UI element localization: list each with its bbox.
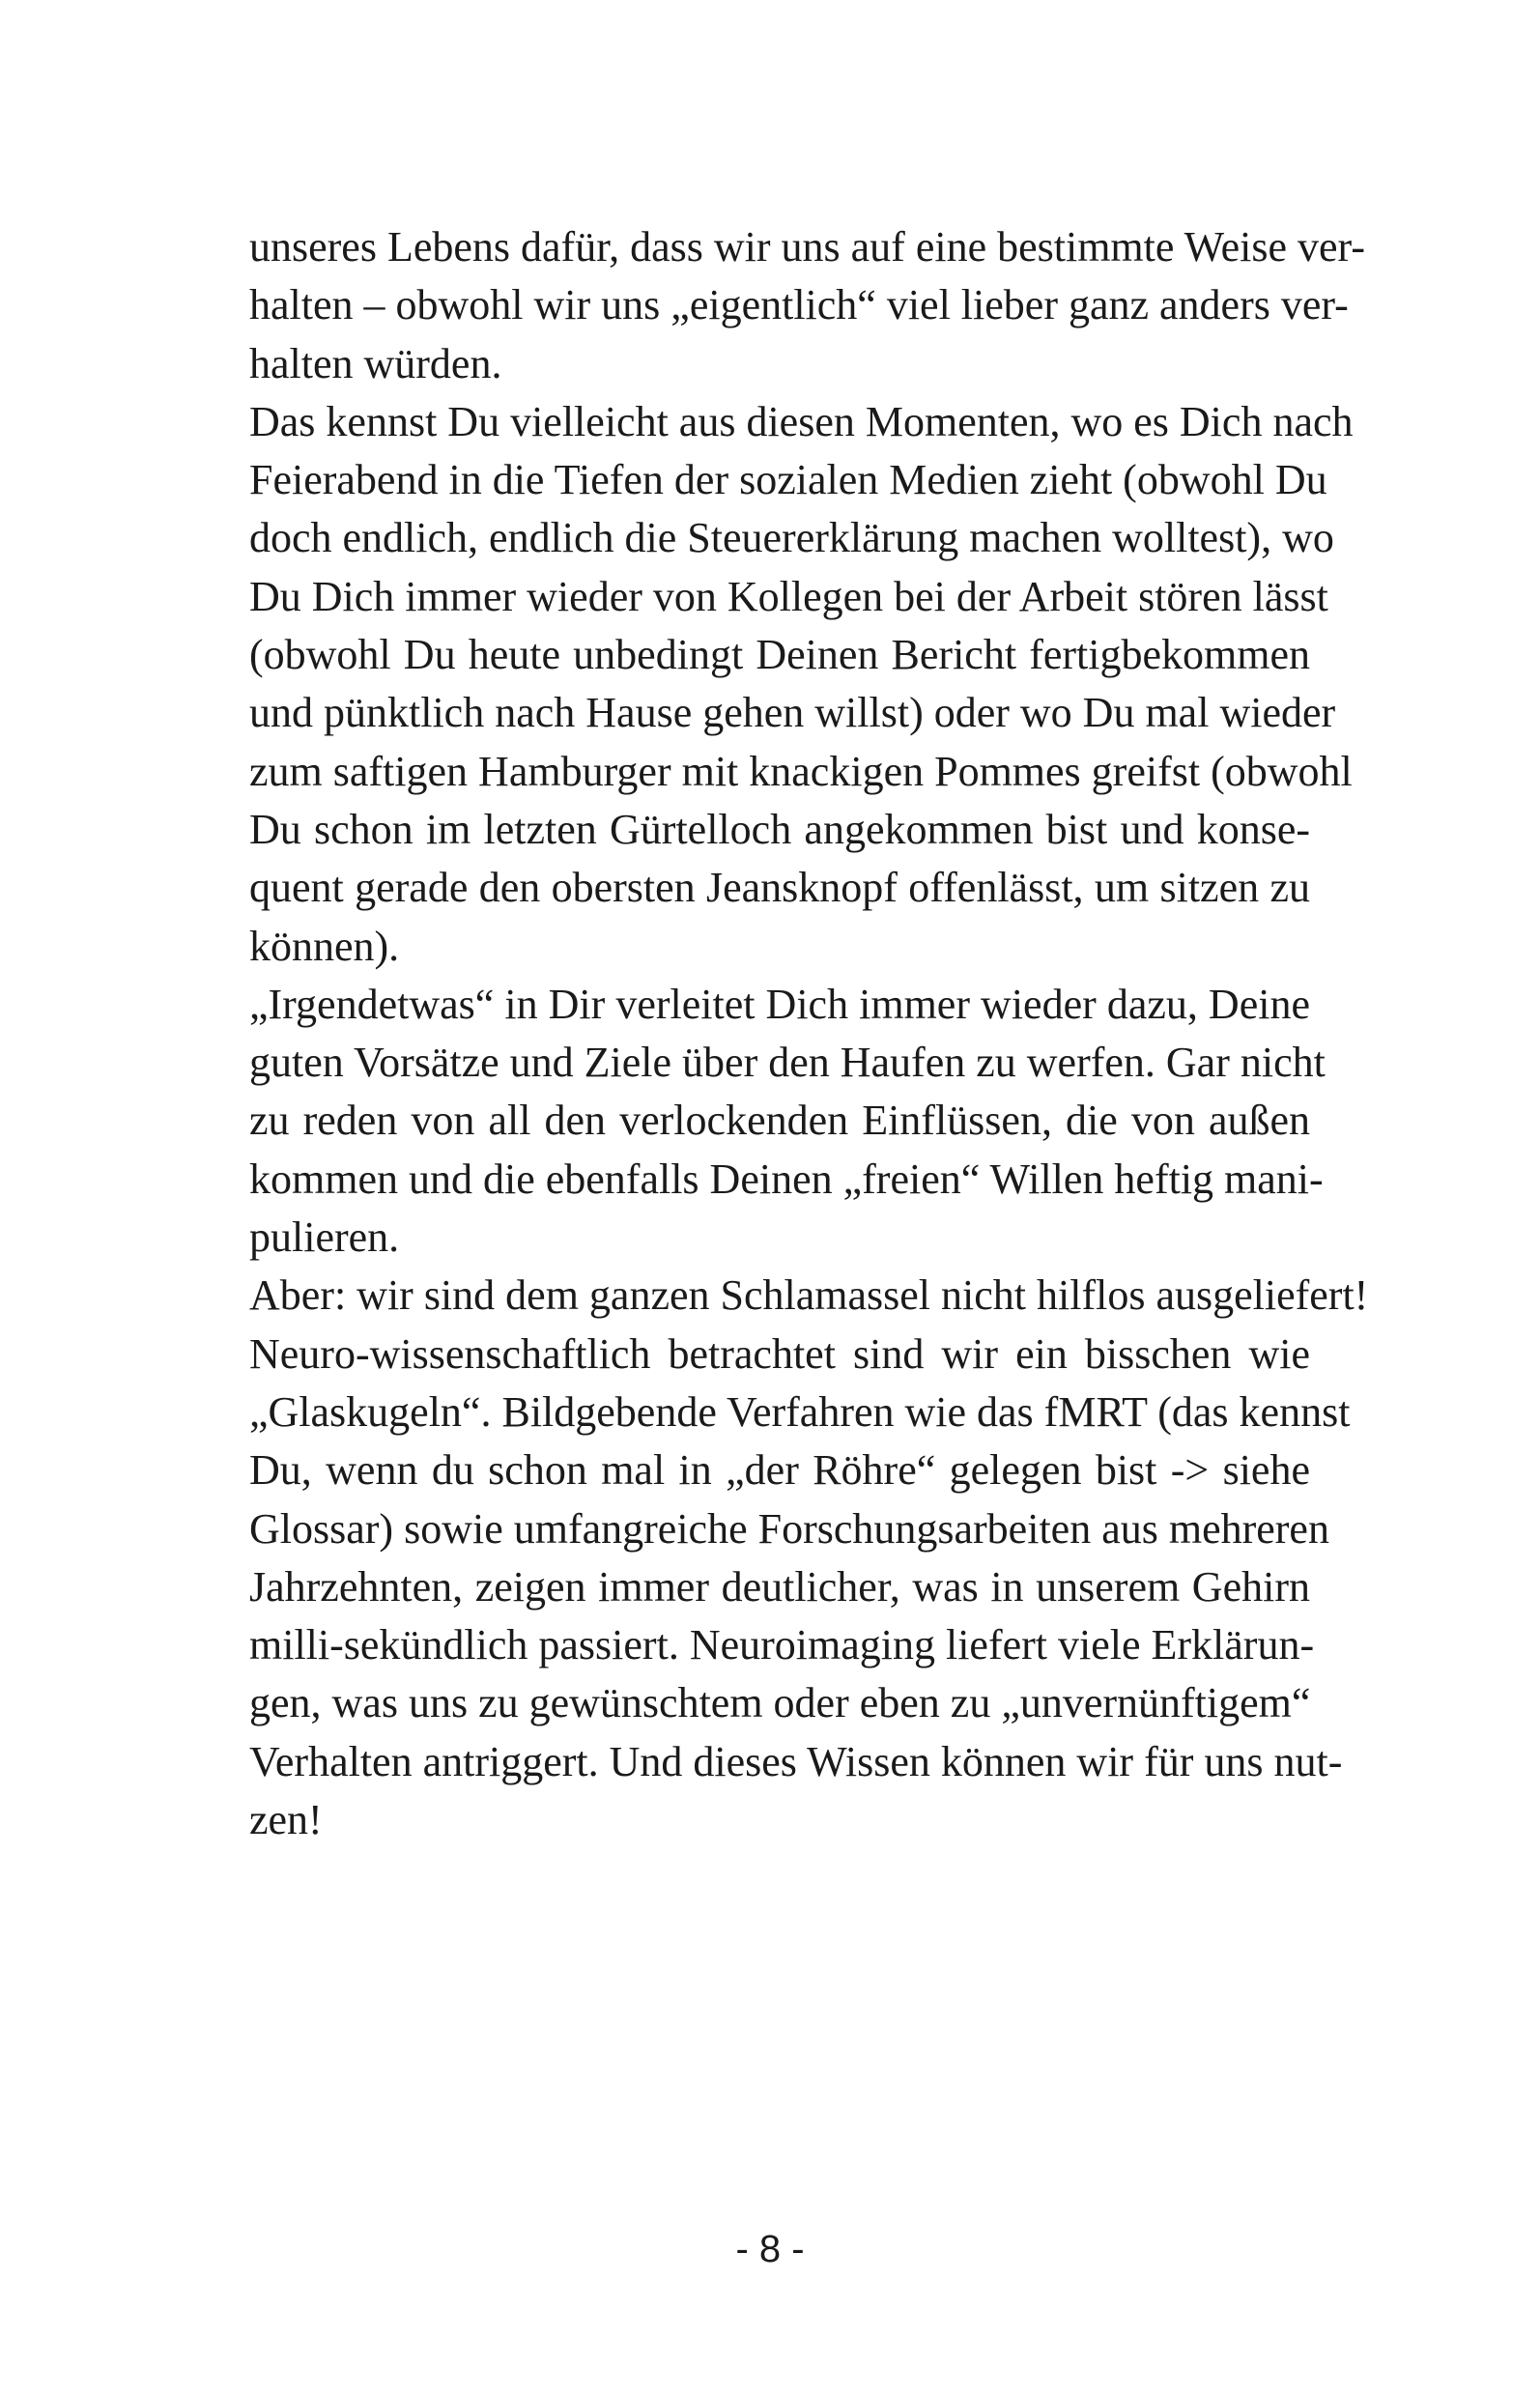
text-line: Feierabend in die Tiefen der sozialen Medien zieht (obwohl Du (249, 456, 1327, 504)
text-line: Du schon im letzten Gürtelloch angekommen bist und konse- (249, 805, 1310, 853)
text-line: pulieren. (249, 1213, 400, 1262)
text-line: Du Dich immer wieder von Kollegen bei der Arbeit stören lässt (249, 572, 1328, 620)
text-line: milli-sekündlich passiert. Neuroimaging liefert viele Erklärun- (249, 1621, 1315, 1669)
text-line: kommen und die ebenfalls Deinen „freien“ Willen heftig mani- (249, 1155, 1324, 1203)
text-line: zen! (249, 1796, 323, 1844)
text-line: (obwohl Du heute unbedingt Deinen Bericht fertigbekommen (249, 631, 1310, 679)
text-line: Verhalten antriggert. Und dieses Wissen können wir für uns nut- (249, 1737, 1343, 1785)
text-line: können). (249, 922, 400, 970)
text-line: Glossar) sowie umfangreiche Forschungsarbeiten aus mehreren (249, 1504, 1329, 1553)
text-line: Du, wenn du schon mal in „der Röhre“ gelegen bist -> siehe (249, 1446, 1310, 1495)
text-line: halten würden. (249, 339, 502, 387)
text-line: doch endlich, endlich die Steuererklärung machen wolltest), wo (249, 514, 1334, 562)
text-line: quent gerade den obersten Jeansknopf offenlässt, um sitzen zu (249, 864, 1310, 912)
text-line: unseres Lebens dafür, dass wir uns auf eine bestimmte Weise ver- (249, 223, 1365, 271)
body-text (249, 218, 1369, 1849)
text-line: „Glaskugeln“. Bildgebende Verfahren wie das fMRT (das kennst (249, 1387, 1351, 1436)
text-line: gen, was uns zu gewünschtem oder eben zu „unvernünftigem“ (249, 1679, 1311, 1727)
text-line: zu reden von all den verlockenden Einflüssen, die von außen (249, 1097, 1310, 1145)
text-line: Aber: wir sind dem ganzen Schlamassel nicht hilflos ausgeliefert! (249, 1271, 1369, 1320)
text-line: „Irgendetwas“ in Dir verleitet Dich immer wieder dazu, Deine (249, 980, 1310, 1028)
text-line: guten Vorsätze und Ziele über den Haufen zu werfen. Gar nicht (249, 1039, 1326, 1087)
text-line: halten – obwohl wir uns „eigentlich“ viel lieber ganz anders ver- (249, 281, 1349, 329)
page-number: - 8 - (735, 2228, 805, 2270)
text-line: zum saftigen Hamburger mit knackigen Pommes greifst (obwohl (249, 747, 1353, 795)
text-line: Neuro-wissenschaftlich betrachtet sind wir ein bisschen wie (249, 1329, 1310, 1378)
text-line: und pünktlich nach Hause gehen willst) oder wo Du mal wieder (249, 689, 1336, 737)
text-line: Jahrzehnten, zeigen immer deutlicher, was in unserem Gehirn (249, 1562, 1310, 1611)
text-line: Das kennst Du vielleicht aus diesen Momenten, wo es Dich nach (249, 397, 1354, 445)
